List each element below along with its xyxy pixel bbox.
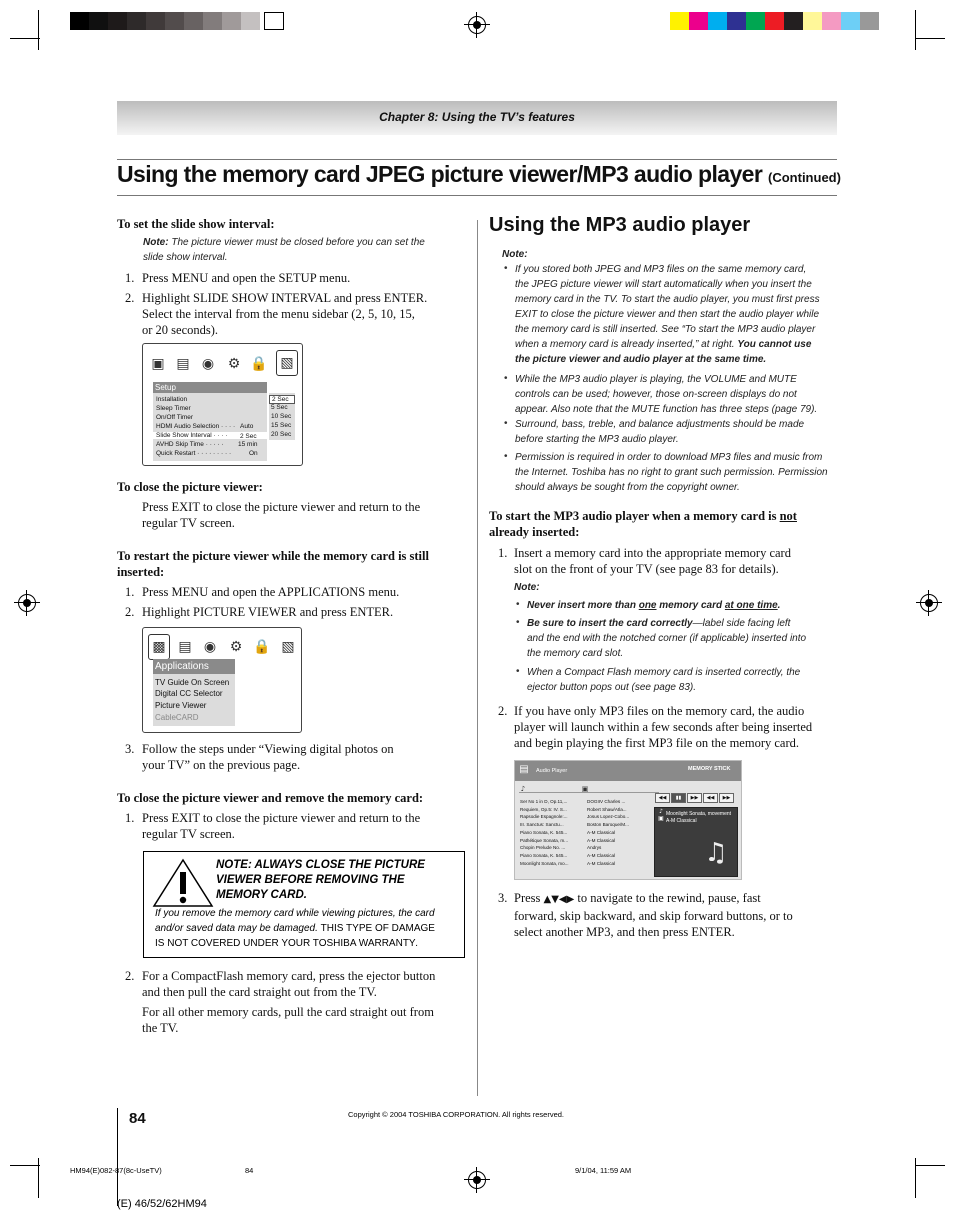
page-number: 84 bbox=[129, 1110, 146, 1127]
menu-item-disabled: CableCARD bbox=[155, 713, 199, 722]
track-row[interactable] bbox=[520, 845, 650, 852]
track-row[interactable] bbox=[520, 807, 650, 814]
start-step-1: Insert a memory card into the appropriate memory card slot on the front of your TV (see page 83 for details). bbox=[514, 546, 791, 576]
menu-item[interactable]: Sleep Timer bbox=[156, 405, 191, 412]
setup-menu-screenshot bbox=[142, 343, 303, 466]
slide-interval-heading: To set the slide show interval: bbox=[117, 217, 275, 231]
bullet: • bbox=[516, 617, 520, 628]
step-number: 2. bbox=[125, 605, 135, 619]
bullet: • bbox=[516, 599, 520, 610]
start-player-heading: To start the MP3 audio player when a memory card is not already inserted: bbox=[489, 509, 797, 539]
menu-item[interactable]: HDMI Audio Selection · · · · bbox=[156, 423, 236, 430]
interval-option[interactable]: 10 Sec bbox=[271, 413, 292, 420]
mp3-note-label: Note: bbox=[502, 249, 528, 260]
track-title: Pathétique Sonata, m... bbox=[520, 837, 569, 843]
track-title: Chopin Prelude No. ... bbox=[520, 845, 566, 851]
speaker-icon: ◉ bbox=[203, 639, 217, 655]
music-note-icon: ♪ bbox=[659, 808, 663, 815]
footer-rule bbox=[117, 1108, 118, 1206]
step-number: 3. bbox=[498, 891, 508, 905]
slug-filename: HM94(E)082-87(8c-UseTV) bbox=[70, 1166, 162, 1175]
bullet: • bbox=[504, 418, 508, 429]
start-step-3: Press ▲▼◀▶ to navigate to the rewind, pause, fast forward, skip backward, and skip forward buttons, or to select another MP3, and then press ENTER. bbox=[514, 891, 793, 939]
track-artist: DOGIIV Charles ... bbox=[587, 799, 626, 804]
film-icon: ▤ bbox=[178, 639, 192, 655]
player-icon: ▤ bbox=[519, 764, 529, 775]
model-number: (E) 46/52/62HM94 bbox=[117, 1198, 207, 1210]
step-number: 2. bbox=[498, 704, 508, 718]
restart-step-3: Follow the steps under “Viewing digital photos on your TV” on the previous page. bbox=[142, 742, 394, 772]
menu-item-highlighted[interactable]: Picture Viewer bbox=[155, 701, 207, 710]
mp3-heading: Using the MP3 audio player bbox=[489, 214, 751, 236]
track-title: Ser No 1 in D, Op.11,... bbox=[520, 799, 568, 804]
step-number: 2. bbox=[125, 291, 135, 305]
mp3-note-2: While the MP3 audio player is playing, the VOLUME and MUTE controls can be used; however, those on-screen displays do not appear. Also note that the MUTE function has three steps (page 79). bbox=[515, 374, 818, 415]
fast-forward-button[interactable]: ▶▶ bbox=[687, 793, 702, 803]
bullet: • bbox=[504, 373, 508, 384]
registration-mark-top bbox=[468, 16, 486, 34]
applications-menu-screenshot bbox=[142, 627, 302, 733]
registration-mark-right bbox=[920, 594, 938, 612]
menu-item[interactable]: On/Off Timer bbox=[156, 414, 194, 421]
device-label: MEMORY STICK bbox=[688, 766, 731, 772]
bullet: • bbox=[516, 666, 520, 677]
track-artist: A-M Classical bbox=[587, 829, 616, 835]
mp3-note-3: Surround, bass, treble, and balance adjustments should be made before starting the MP3 audio player. bbox=[515, 419, 805, 445]
track-title: Piano Sonata, K. 545... bbox=[520, 829, 568, 835]
track-row[interactable] bbox=[520, 822, 650, 829]
title-rule-bottom bbox=[117, 195, 837, 196]
track-row[interactable] bbox=[520, 799, 650, 806]
remove-step-2: For a CompactFlash memory card, press the ejector button and then pull the card straight out from the TV. bbox=[142, 969, 436, 999]
now-playing-title: Moonlight Sonata, movement bbox=[666, 811, 732, 817]
registration-mark-bottom bbox=[468, 1171, 486, 1189]
track-artist: Andrys bbox=[587, 845, 602, 851]
close-viewer-heading: To close the picture viewer: bbox=[117, 480, 263, 494]
chapter-title: Chapter 8: Using the TV’s features bbox=[379, 110, 575, 124]
step-number: 1. bbox=[125, 811, 135, 825]
menu-item[interactable]: Quick Restart · · · · · · · · · bbox=[156, 450, 232, 457]
now-playing-artist: A-M Classical bbox=[666, 818, 697, 824]
now-playing-panel bbox=[654, 807, 738, 877]
mp3-note-4: Permission is required in order to download MP3 files and music from the Internet. Toshiba has no right to grant such permission. Permission should always be sought from the copyright owner. bbox=[515, 452, 828, 493]
track-artist: Robert Shaw/Atla... bbox=[587, 806, 627, 812]
remove-card-heading: To close the picture viewer and remove the memory card: bbox=[117, 791, 424, 805]
track-title: Requiem, Op.5: IV. S... bbox=[520, 806, 567, 812]
setup-icon: ▧ bbox=[276, 350, 298, 376]
bullet: • bbox=[504, 263, 508, 274]
bullet: • bbox=[504, 451, 508, 462]
registration-mark-left bbox=[18, 594, 36, 612]
warning-box bbox=[143, 851, 465, 958]
page-title: Using the memory card JPEG picture viewer/MP3 audio player (Continued) bbox=[117, 161, 841, 187]
lock-icon: 🔒 bbox=[253, 639, 271, 655]
setup-menu-title: Setup bbox=[153, 382, 267, 393]
start-step-2: If you have only MP3 files on the memory card, the audio player will launch within a few seconds after being inserted and begin playing the first MP3 file on the memory card. bbox=[514, 704, 813, 750]
track-row[interactable] bbox=[520, 814, 650, 821]
pause-button[interactable]: ▮▮ bbox=[671, 793, 686, 803]
slide-interval-note: Note: The picture viewer must be closed before you can set the slide show interval. bbox=[143, 237, 425, 263]
track-title: Rapsodie Espagnole:... bbox=[520, 814, 568, 820]
remove-extra: For all other memory cards, pull the card straight out from the TV. bbox=[142, 1005, 434, 1035]
step-number: 2. bbox=[125, 969, 135, 983]
close-viewer-text: Press EXIT to close the picture viewer and return to the regular TV screen. bbox=[142, 500, 421, 530]
slide-step-1: Press MENU and open the SETUP menu. bbox=[142, 271, 351, 285]
track-title: Piano Sonata, K. 545... bbox=[520, 852, 568, 858]
track-artist: Josus Lopez-Cobo... bbox=[587, 814, 630, 820]
remove-step-1: Press EXIT to close the picture viewer and return to the regular TV screen. bbox=[142, 811, 421, 841]
menu-item-value: On bbox=[249, 450, 258, 457]
interval-option-selected[interactable]: 2 Sec bbox=[269, 395, 295, 404]
arrow-keys-icon: ▲▼◀▶ bbox=[543, 894, 575, 905]
player-title: Audio Player bbox=[536, 768, 568, 774]
skip-forward-button[interactable]: ▶▶ bbox=[719, 793, 734, 803]
rewind-button[interactable]: ◀◀ bbox=[655, 793, 670, 803]
music-notes-icon: ♫ bbox=[704, 838, 728, 868]
mp3-note-1: If you stored both JPEG and MP3 files on the same memory card, the JPEG picture viewer will start automatically when you insert the memory card in the TV. To start the audio player, you must first press EXIT to close the picture viewer and then start the audio player while the memory card is still inserted. See “To start the MP3 audio player when a memory card is already inserted,” at right. You cannot use the picture viewer and audio player at the same time. bbox=[515, 264, 820, 365]
track-title: III. Sanctus: Sanctu... bbox=[520, 822, 564, 828]
track-artist: A-M Classical bbox=[587, 860, 616, 866]
warning-title: NOTE: ALWAYS CLOSE THE PICTURE VIEWER BEFORE REMOVING THE MEMORY CARD. bbox=[216, 859, 425, 901]
audio-player-screenshot bbox=[514, 760, 742, 880]
menu-item[interactable]: Installation bbox=[156, 396, 188, 403]
menu-item[interactable]: AVHD Skip Time · · · · · bbox=[156, 441, 224, 448]
interval-option[interactable]: 5 Sec bbox=[271, 404, 288, 411]
interval-option[interactable]: 15 Sec bbox=[271, 422, 292, 429]
menu-item-value: 2 Sec bbox=[240, 433, 257, 440]
music-note-icon: ♪ bbox=[520, 785, 526, 793]
track-artist: A-M Classical bbox=[587, 852, 616, 858]
slug-page: 84 bbox=[245, 1166, 254, 1175]
menu-item-value: Auto bbox=[240, 423, 254, 430]
copyright: Copyright © 2004 TOSHIBA CORPORATION. All rights reserved. bbox=[348, 1110, 565, 1119]
step1-note-b: Be sure to insert the card correctly—label side facing left and the end with the notched corner (if applicable) inserted into the memory card slot. bbox=[527, 618, 807, 659]
setup-icon: ▧ bbox=[281, 639, 295, 655]
speaker-icon: ◉ bbox=[201, 356, 215, 372]
track-artist: A-M Classical bbox=[587, 837, 616, 843]
track-row[interactable] bbox=[520, 853, 650, 860]
transport-controls bbox=[655, 793, 737, 802]
slug-date: 9/1/04, 11:59 AM bbox=[575, 1166, 632, 1175]
slide-step-2: Highlight SLIDE SHOW INTERVAL and press ENTER. Select the interval from the menu sidebar (2, 5, 10, 15, or 20 seconds). bbox=[142, 291, 428, 337]
menu-item[interactable]: Digital CC Selector bbox=[155, 689, 223, 698]
film-icon: ▤ bbox=[176, 356, 190, 372]
tv-icon: ▣ bbox=[151, 356, 165, 372]
interval-option[interactable]: 20 Sec bbox=[271, 431, 292, 438]
skip-backward-button[interactable]: ◀◀ bbox=[703, 793, 718, 803]
menu-item-highlighted[interactable]: Slide Show Interval · · · · bbox=[153, 432, 267, 439]
lock-icon: 🔒 bbox=[250, 356, 268, 372]
applications-icon: ▩ bbox=[148, 634, 170, 660]
restart-step-1: Press MENU and open the APPLICATIONS menu. bbox=[142, 585, 400, 599]
applications-menu-title: Applications bbox=[153, 659, 235, 674]
step1-note-c: When a Compact Flash memory card is inserted correctly, the ejector button pops out (see page 83). bbox=[527, 667, 801, 693]
track-artist: Boston Baroque/M... bbox=[587, 822, 629, 828]
network-icon: ⚙ bbox=[227, 356, 241, 372]
artist-icon: ▣ bbox=[658, 815, 664, 822]
track-row[interactable] bbox=[520, 861, 650, 868]
step-number: 1. bbox=[125, 271, 135, 285]
title-rule-top bbox=[117, 159, 837, 160]
column-divider bbox=[477, 220, 478, 1096]
warning-icon bbox=[152, 858, 214, 908]
start-step-1-note-label: Note: bbox=[514, 582, 540, 593]
step-number: 1. bbox=[498, 546, 508, 560]
artist-icon: ▣ bbox=[581, 785, 589, 793]
list-header-row bbox=[519, 785, 659, 793]
track-row[interactable] bbox=[520, 838, 650, 845]
warning-body: If you remove the memory card while viewing pictures, the card and/or saved data may be damaged. THIS TYPE OF DAMAGE IS NOT COVERED UNDER YOUR TOSHIBA WARRANTY. bbox=[155, 908, 435, 949]
track-row[interactable] bbox=[520, 830, 650, 837]
step-number: 1. bbox=[125, 585, 135, 599]
network-icon: ⚙ bbox=[229, 639, 243, 655]
restart-step-2: Highlight PICTURE VIEWER and press ENTER. bbox=[142, 605, 394, 619]
step-number: 3. bbox=[125, 742, 135, 756]
menu-item-value: 15 min bbox=[238, 441, 258, 448]
step1-note-a: Never insert more than one memory card at one time. bbox=[527, 600, 781, 611]
restart-viewer-heading: To restart the picture viewer while the memory card is still inserted: bbox=[117, 549, 429, 579]
menu-item[interactable]: TV Guide On Screen bbox=[155, 678, 230, 687]
track-title: Moonlight Sonata, mo... bbox=[520, 860, 569, 866]
